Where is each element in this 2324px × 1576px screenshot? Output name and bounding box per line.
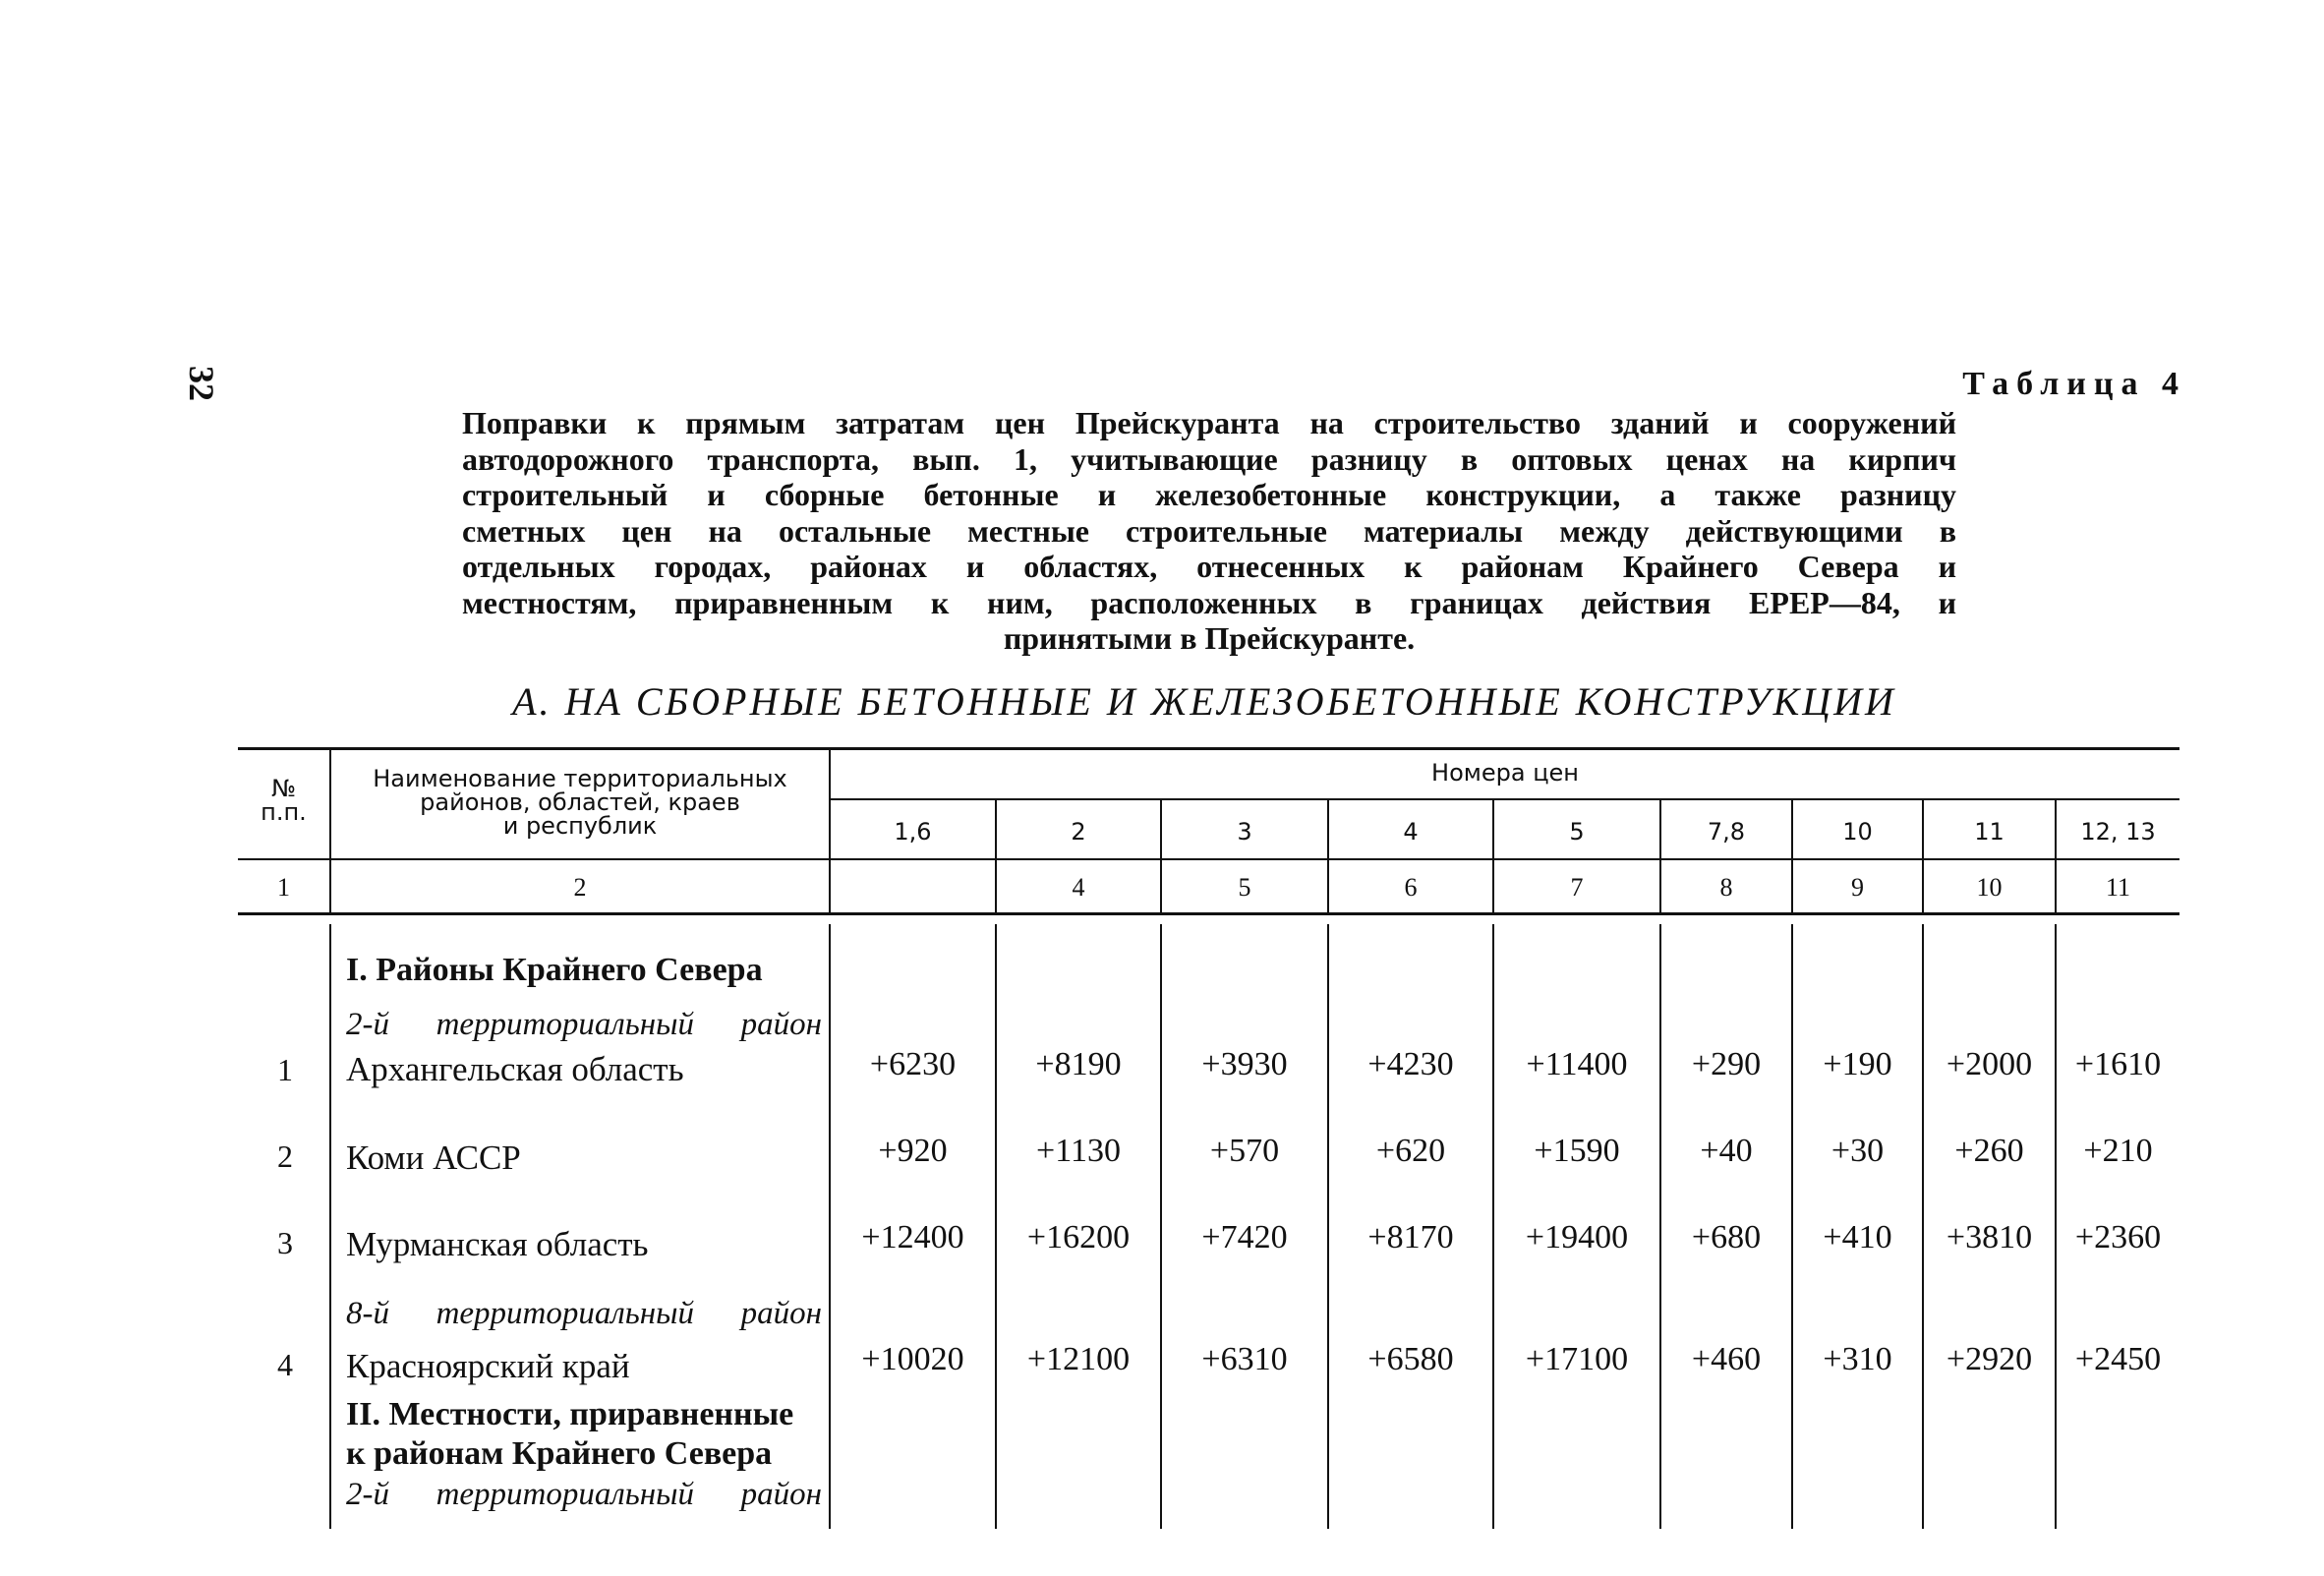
value-cell: +1590 (1534, 1133, 1620, 1169)
price-col-header: 10 (1842, 818, 1873, 846)
title-line: Поправки к прямым затратам цен Прейскуранта на строительство зданий и сооружений (462, 405, 1956, 440)
col-no-header (238, 777, 329, 824)
colnum-bottom-rule (238, 912, 2179, 915)
price-header-rule (831, 798, 2179, 800)
value-cell: +680 (1691, 1219, 1762, 1255)
value-cell: +920 (878, 1133, 948, 1169)
district-heading: 2-й территориальный район (346, 1007, 822, 1042)
region-name: Мурманская область (346, 1225, 649, 1263)
district-heading: 8-й территориальный район (346, 1296, 822, 1331)
section-2-heading: II. Местности, приравненные (346, 1396, 794, 1432)
column-number: 10 (1976, 873, 2003, 902)
value-cell: +12400 (861, 1219, 964, 1255)
price-col-header: 3 (1237, 818, 1252, 846)
column-number: 6 (1404, 873, 1418, 902)
value-cell: +2360 (2074, 1219, 2162, 1255)
column-number: 4 (1072, 873, 1085, 902)
district-heading: 2-й территориальный район (346, 1477, 822, 1512)
column-number: 5 (1238, 873, 1251, 902)
title-line: местностям, приравненным к ним, расположенных в границах действия ЕРЕР—84, и (462, 584, 1956, 620)
value-cell: +210 (2083, 1133, 2153, 1169)
value-cell: +17100 (1525, 1341, 1629, 1377)
header-line: № (271, 775, 296, 802)
value-cell: +290 (1691, 1046, 1762, 1082)
table-top-rule (238, 747, 2179, 750)
value-cell: +460 (1691, 1341, 1762, 1377)
value-cell: +410 (1823, 1219, 1892, 1255)
title-line: сметных цен на остальные местные строительные материалы между действующими в (462, 512, 1956, 549)
value-cell: +310 (1823, 1341, 1892, 1377)
value-cell: +7420 (1201, 1219, 1288, 1255)
value-cell: +6230 (869, 1046, 957, 1082)
title-line: принятыми в Прейскуранте. (1003, 620, 1416, 656)
header-bottom-rule (238, 858, 2179, 860)
value-cell: +1610 (2074, 1046, 2162, 1082)
value-cell: +620 (1375, 1133, 1446, 1169)
value-cell: +6580 (1367, 1341, 1454, 1377)
value-cell: +40 (1700, 1133, 1753, 1169)
header-line: районов, областей, краев (420, 788, 740, 816)
column-number: 2 (573, 873, 587, 902)
section-heading: А. НА СБОРНЫЕ БЕТОННЫЕ И ЖЕЛЕЗОБЕТОННЫЕ КОНСТРУКЦИИ (512, 679, 1896, 724)
value-cell: +2920 (1946, 1341, 2033, 1377)
price-col-header: 11 (1974, 818, 2004, 846)
value-cell: +3810 (1946, 1219, 2033, 1255)
col-divider (329, 924, 331, 1529)
value-cell: +19400 (1525, 1219, 1629, 1255)
row-number: 4 (277, 1347, 293, 1382)
column-number: 7 (1570, 873, 1584, 902)
header-line: Наименование территориальных (373, 765, 787, 792)
price-col-header: 12, 13 (2080, 818, 2156, 846)
region-name: Красноярский край (346, 1347, 630, 1385)
value-cell: +30 (1830, 1133, 1885, 1169)
value-cell: +16200 (1026, 1219, 1131, 1255)
column-number: 1 (277, 873, 290, 902)
region-name: Архангельская область (346, 1050, 684, 1088)
price-numbers-header: Номера цен (1431, 759, 1579, 787)
col-name-header (331, 767, 829, 838)
column-number: 11 (2105, 873, 2131, 902)
row-number: 1 (277, 1052, 293, 1087)
value-cell: +3930 (1201, 1046, 1288, 1082)
value-cell: +2450 (2074, 1341, 2162, 1377)
price-col-header: 4 (1403, 818, 1419, 846)
price-col-header: 5 (1569, 818, 1585, 846)
row-number: 2 (277, 1138, 293, 1174)
value-cell: +8170 (1367, 1219, 1454, 1255)
section-2-heading: к районам Крайнего Севера (346, 1435, 773, 1472)
value-cell: +1130 (1036, 1133, 1121, 1169)
table-title (462, 405, 1956, 657)
value-cell: +2000 (1946, 1046, 2033, 1082)
header-line: п.п. (261, 798, 307, 826)
title-line: автодорожного транспорта, вып. 1, учитывающие разницу в оптовых ценах на кирпич (462, 440, 1956, 477)
value-cell: +8190 (1035, 1046, 1122, 1082)
value-cell: +190 (1823, 1046, 1892, 1082)
section-1-heading: I. Районы Крайнего Севера (346, 952, 763, 988)
value-cell: +10020 (861, 1341, 964, 1377)
value-cell: +6310 (1201, 1341, 1288, 1377)
value-cell: +570 (1209, 1133, 1280, 1169)
value-cell: +260 (1954, 1133, 2024, 1169)
column-number: 9 (1851, 873, 1864, 902)
title-line: отдельных городах, районах и областях, отнесенных к районам Крайнего Севера и (462, 549, 1956, 584)
price-col-header: 1,6 (894, 818, 932, 846)
header-line: и республик (502, 812, 658, 840)
value-cell: +11400 (1526, 1046, 1628, 1082)
value-cell: +4230 (1367, 1046, 1454, 1082)
row-number: 3 (277, 1225, 293, 1260)
price-col-header: 2 (1071, 818, 1086, 846)
column-number: 8 (1719, 873, 1733, 902)
region-name: Коми АССР (346, 1138, 521, 1177)
title-line: строительный и сборные бетонные и железобетонные конструкции, а также разницу (462, 477, 1956, 512)
price-col-header: 7,8 (1707, 818, 1746, 846)
table-label: Таблица 4 (1962, 366, 2186, 402)
page-number: 32 (182, 366, 221, 401)
value-cell: +12100 (1026, 1341, 1131, 1377)
